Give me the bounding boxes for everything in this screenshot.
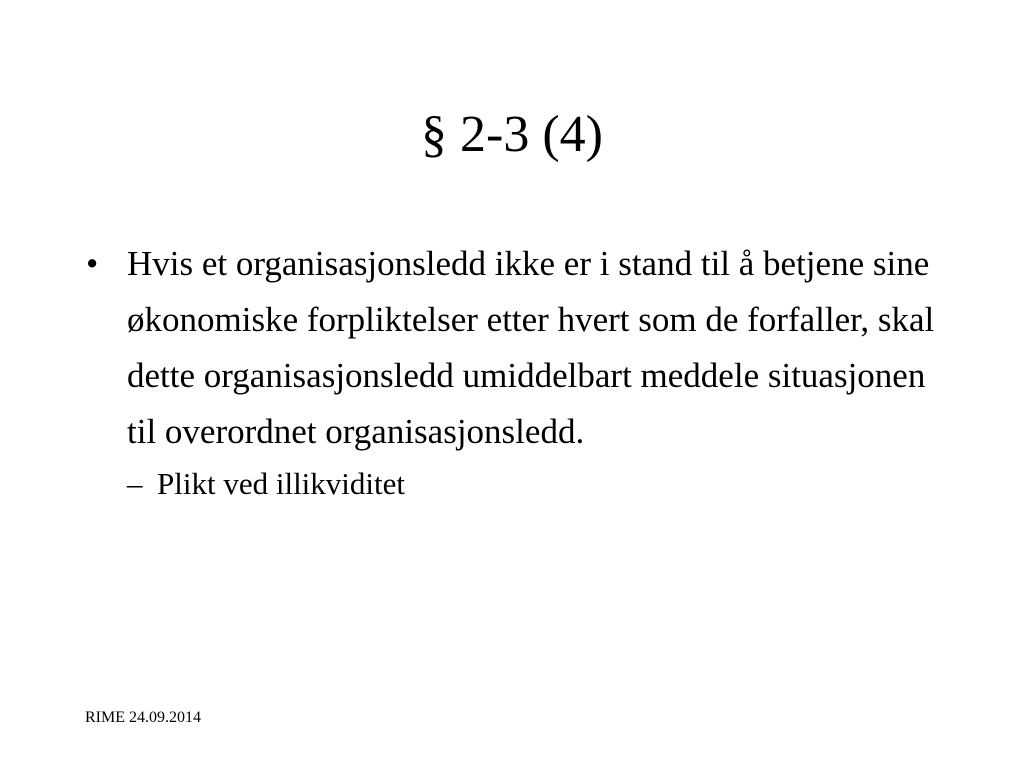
bullet-marker: • — [86, 244, 99, 283]
sub-bullet-text: Plikt ved illikviditet — [157, 466, 405, 501]
sub-bullet-item — [127, 462, 954, 506]
bullet-text: Hvis et organisasjonsledd ikke er i stand til å betjene sine økonomiske forpliktelser etter hvert som de forfaller, skal dette organisasjonsledd umiddelbart meddele situasjonen til overordnet organisasjonsledd. — [127, 244, 935, 451]
sub-bullet-list — [127, 462, 954, 506]
bullet-list — [84, 236, 954, 506]
bullet-item — [84, 236, 954, 506]
slide-title: § 2-3 (4) — [421, 106, 603, 163]
sub-bullet-marker: – — [127, 466, 143, 501]
footer-text: RIME 24.09.2014 — [85, 709, 201, 726]
